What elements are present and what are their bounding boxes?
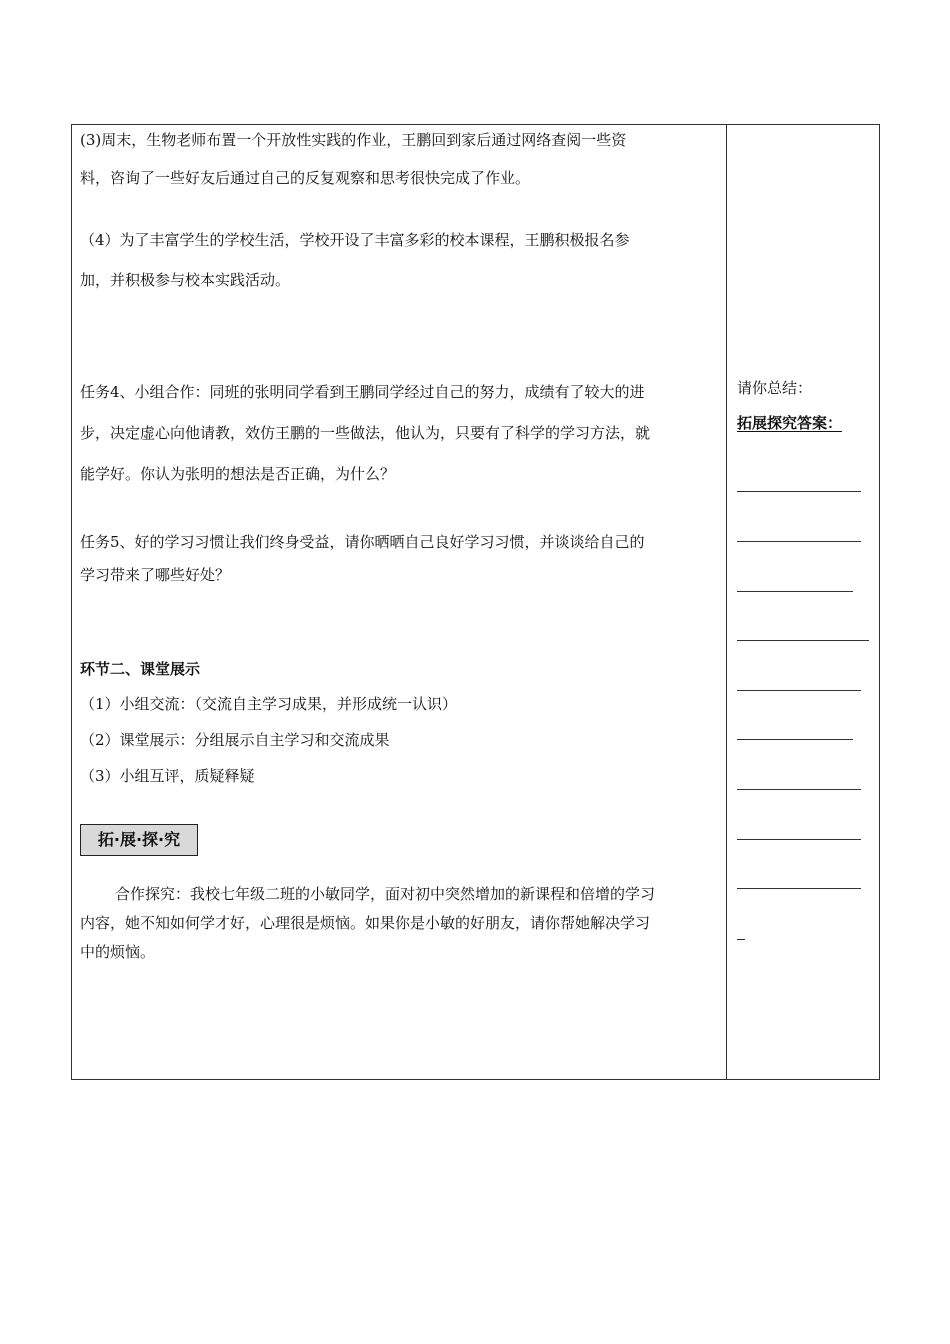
item3-line2: 料，咨询了一些好友后通过自己的反复观察和思考很快完成了作业。 xyxy=(80,169,531,187)
worksheet-table xyxy=(71,124,880,1080)
item3-line1: (3)周末，生物老师布置一个开放性实践的作业，王鹏回到家后通过网络查阅一些资 xyxy=(80,131,627,149)
answer-blank-line xyxy=(737,591,853,592)
answer-label: 拓展探究答案： xyxy=(737,414,843,432)
answer-blank-line xyxy=(737,789,861,790)
task4-line1: 任务4、小组合作：同班的张明同学看到王鹏同学经过自己的努力，成绩有了较大的进 xyxy=(80,383,645,401)
section2-heading: 环节二、课堂展示 xyxy=(80,660,201,678)
explore-title-box: 拓·展·探·究 xyxy=(80,824,198,856)
section2-item-2: （2）课堂展示：分组展示自主学习和交流成果 xyxy=(80,731,390,749)
answer-blank-line xyxy=(737,491,861,492)
explore-line3: 中的烦恼。 xyxy=(80,943,156,961)
answer-blank-line xyxy=(737,739,853,740)
answer-blank-line xyxy=(737,839,861,840)
explore-line1: 合作探究：我校七年级二班的小敏同学，面对初中突然增加的新课程和倍增的学习 xyxy=(115,885,656,903)
summary-label: 请你总结： xyxy=(737,379,813,397)
explore-line2: 内容，她不知如何学才好，心理很是烦恼。如果你是小敏的好朋友，请你帮她解决学习 xyxy=(80,914,651,932)
section2-item-1: （1）小组交流：（交流自主学习成果，并形成统一认识） xyxy=(80,695,458,713)
section2-item-3: （3）小组互评，质疑释疑 xyxy=(80,767,255,785)
answer-blank-line xyxy=(737,640,869,641)
answer-blank-line xyxy=(737,939,745,940)
item4-line2: 加，并积极参与校本实践活动。 xyxy=(80,271,291,289)
answer-blank-line xyxy=(737,690,861,691)
answer-blank-line xyxy=(737,541,861,542)
item4-line1: （4）为了丰富学生的学校生活，学校开设了丰富多彩的校本课程，王鹏积极报名参 xyxy=(80,231,630,249)
task4-line2: 步，决定虚心向他请教，效仿王鹏的一些做法，他认为，只要有了科学的学习方法，就 xyxy=(80,424,651,442)
task5-line1: 任务5、好的学习习惯让我们终身受益，请你晒晒自己良好学习习惯，并谈谈给自己的 xyxy=(80,533,645,551)
task5-line2: 学习带来了哪些好处？ xyxy=(80,566,231,584)
column-divider xyxy=(726,124,727,1080)
answer-blank-line xyxy=(737,888,861,889)
task4-line3: 能学好。你认为张明的想法是否正确，为什么？ xyxy=(80,465,396,483)
